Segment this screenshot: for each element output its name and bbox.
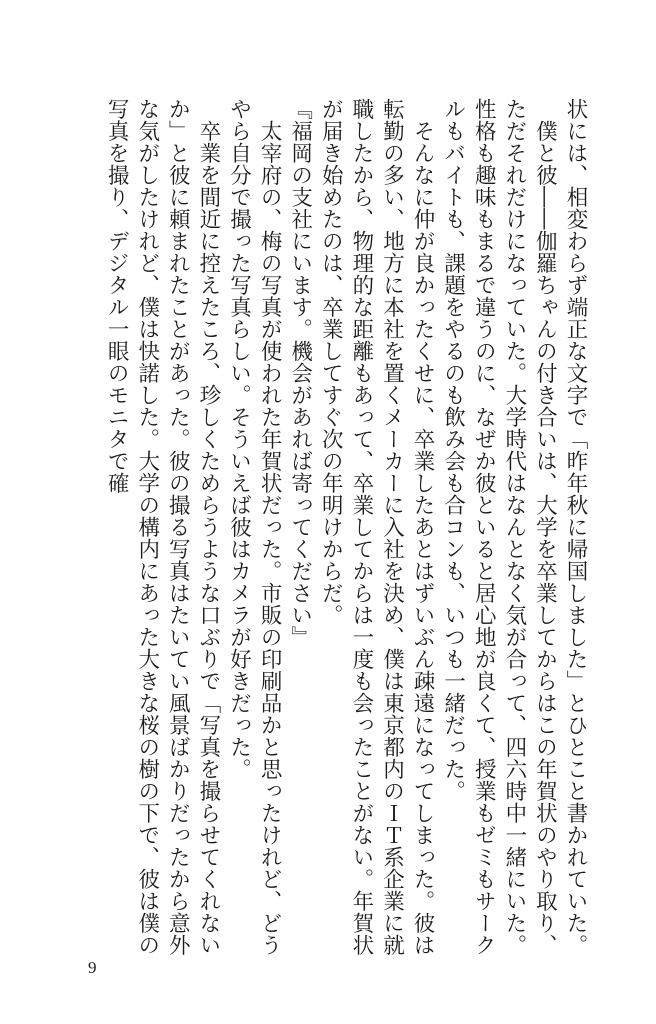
paragraph-1: 状には、相変わらず端正な文字で「昨年秋に帰国しました」とひとこと書かれていた。: [563, 98, 588, 956]
paragraph-2: 僕と彼――伽羅ちゃんの付き合いは、大学を卒業してからはこの年賀状のやり取り、ただそれだけになっていた。大学時代はなんとなく気が合って、四六時中一緒にいた。性格も趣味もまるで違うのに、なぜか彼といると居心地が良くて、授業もゼミもサークルもバイトも、課題をやるのも飲み会も合コンも、いつも一緒だった。: [440, 98, 558, 956]
paragraph-4-quote: 『福岡の支社にいます。機会があれば寄ってください』: [287, 98, 313, 648]
paragraph-5: 太宰府の、梅の写真が使われた年賀状だった。市販の印刷品かと思ったけれど、どうやら自分で撮った写真らしい。そういえば彼はカメラが好きだった。: [226, 98, 283, 956]
page-number: 9: [88, 958, 97, 977]
vertical-text-body: [101, 98, 591, 958]
paragraph-6: 卒業を間近に控えたころ、珍しくためらうような口ぶりで「写真を撮らせてくれないか」と彼に頼まれたことがあった。彼の撮る写真はたいてい風景ばかりだったから意外な気がしたけれど、僕は快諾した。大学の構内にあった大きな桜の樹の下で、彼は僕の写真を撮り、デジタル一眼のモニタで確: [104, 98, 221, 956]
paragraph-3: そんなに仲が良かったくせに、卒業したあとはずいぶん疎遠になってしまった。彼は転勤の多い、地方に本社を置くメーカーに入社を決め、僕は東京都内のＩＴ系企業に就職したから、物理的な距離もあって、卒業してからは一度も会ったことがない。年賀状が届き始めたのは、卒業してすぐ次の年明けからだ。: [318, 98, 436, 956]
